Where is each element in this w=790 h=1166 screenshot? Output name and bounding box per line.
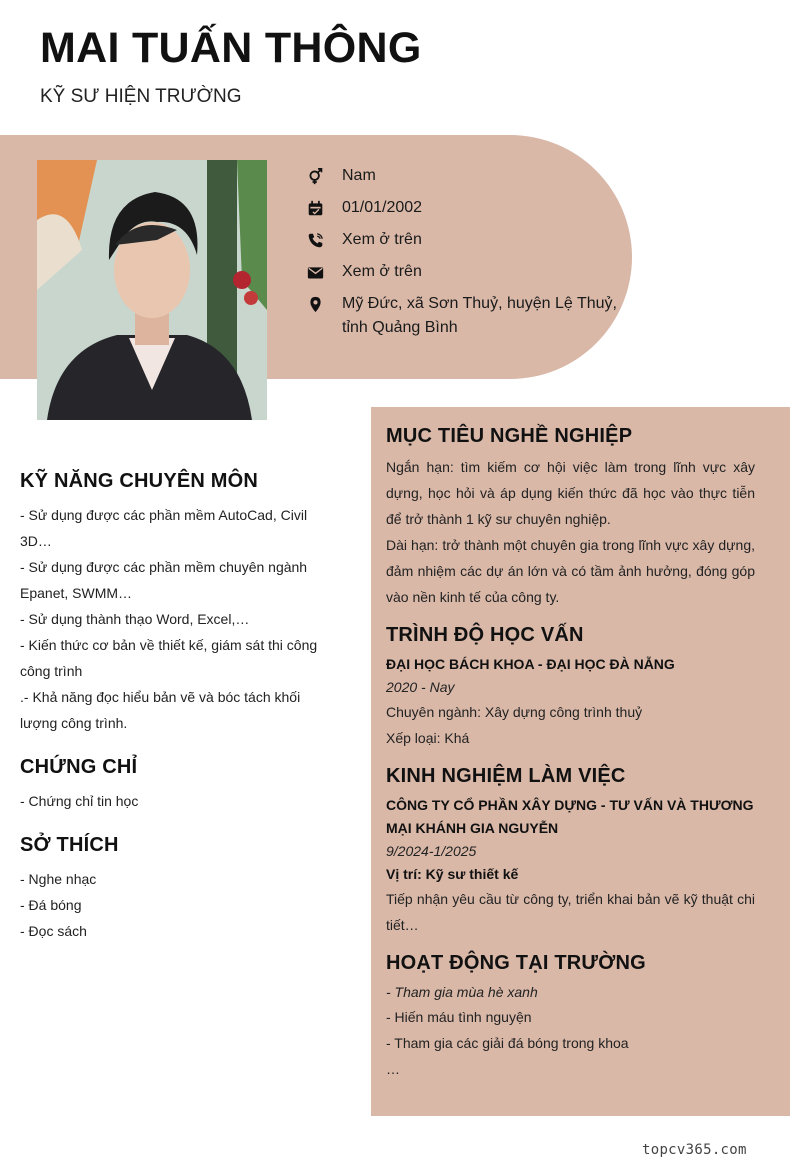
contact-phone-row xyxy=(307,228,637,252)
activity-item: … xyxy=(386,1061,400,1077)
activity-item: - Tham gia các giải đá bóng trong khoa xyxy=(386,1035,629,1051)
objective-heading: MỤC TIÊU NGHỀ NGHIỆP xyxy=(386,425,633,447)
location-pin-icon xyxy=(307,292,327,316)
skill-item: .- Khả năng đọc hiểu bản vẽ và bóc tách khối lượng công trình. xyxy=(20,689,301,731)
hobby-item: - Nghe nhạc xyxy=(20,871,97,887)
education-section xyxy=(386,624,755,751)
activity-item: - Hiến máu tình nguyện xyxy=(386,1009,532,1025)
certificates-section xyxy=(20,756,340,814)
objective-long-term: Dài hạn: trở thành một chuyên gia trong lĩnh vực xây dựng, đảm nhiệm các dự án lớn và có tầm ảnh hưởng, đóng góp vào nền kinh tế của công ty. xyxy=(386,537,755,605)
contact-info xyxy=(307,164,637,348)
gender-icon xyxy=(307,164,327,188)
contact-birthday-row xyxy=(307,196,637,220)
envelope-icon xyxy=(307,260,327,284)
right-column xyxy=(371,407,790,1116)
watermark: topcv365.com xyxy=(642,1142,747,1158)
job-title: KỸ SƯ HIỆN TRƯỜNG xyxy=(40,86,242,107)
left-column xyxy=(20,470,340,964)
skill-item: - Sử dụng được các phần mềm AutoCad, Civil 3D… xyxy=(20,507,308,549)
experience-company: CÔNG TY CỔ PHẦN XÂY DỰNG - TƯ VẤN VÀ THƯƠNG MẠI KHÁNH GIA NGUYỄN xyxy=(386,797,754,836)
phone-value: Xem ở trên xyxy=(342,231,422,248)
experience-section xyxy=(386,765,755,938)
education-school: ĐẠI HỌC BÁCH KHOA - ĐẠI HỌC ĐÀ NẴNG xyxy=(386,656,675,672)
experience-heading: KINH NGHIỆM LÀM VIỆC xyxy=(386,765,626,787)
address-value: Mỹ Đức, xã Sơn Thuỷ, huyện Lệ Thuỷ, tỉnh Quảng Bình xyxy=(342,295,617,336)
gender-value: Nam xyxy=(342,167,376,184)
calendar-icon xyxy=(307,196,327,220)
objective-short-term: Ngắn hạn: tìm kiếm cơ hội việc làm trong lĩnh vực xây dựng, học hỏi và áp dụng kiến thức đã học vào thực tiễn để trở thành 1 kỹ sư chuyên nghiệp. xyxy=(386,459,755,527)
skills-section xyxy=(20,470,340,736)
hobby-item: - Đọc sách xyxy=(20,923,87,939)
objective-section xyxy=(386,425,755,610)
skill-item: - Sử dụng thành thạo Word, Excel,… xyxy=(20,611,250,627)
education-heading: TRÌNH ĐỘ HỌC VẤN xyxy=(386,624,584,646)
experience-period: 9/2024-1/2025 xyxy=(386,843,477,859)
contact-gender-row xyxy=(307,164,637,188)
education-major: Chuyên ngành: Xây dựng công trình thuỷ xyxy=(386,704,643,720)
birthday-value: 01/01/2002 xyxy=(342,199,423,216)
contact-email-row xyxy=(307,260,637,284)
skill-item: - Sử dụng được các phần mềm chuyên ngành Epanet, SWMM… xyxy=(20,559,308,601)
skill-item: - Kiến thức cơ bản về thiết kế, giám sát thi công công trình xyxy=(20,637,318,679)
phone-icon xyxy=(307,228,327,252)
experience-description: Tiếp nhận yêu cầu từ công ty, triển khai bản vẽ kỹ thuật chi tiết… xyxy=(386,891,755,933)
certificate-item: - Chứng chỉ tin học xyxy=(20,793,139,809)
portrait-illustration xyxy=(37,160,267,420)
activities-heading: HOẠT ĐỘNG TẠI TRƯỜNG xyxy=(386,952,646,974)
hobbies-section xyxy=(20,834,340,944)
hobbies-heading: SỞ THÍCH xyxy=(20,834,119,856)
activities-section xyxy=(386,952,755,1082)
contact-address-row xyxy=(307,292,637,340)
certificates-heading: CHỨNG CHỈ xyxy=(20,756,138,778)
education-grade: Xếp loại: Khá xyxy=(386,730,470,746)
skills-heading: KỸ NĂNG CHUYÊN MÔN xyxy=(20,470,259,492)
education-period: 2020 - Nay xyxy=(386,679,455,695)
hobby-item: - Đá bóng xyxy=(20,897,82,913)
email-value: Xem ở trên xyxy=(342,263,422,280)
profile-photo xyxy=(37,160,267,420)
experience-position: Vị trí: Kỹ sư thiết kế xyxy=(386,866,519,882)
activity-item: - Tham gia mùa hè xanh xyxy=(386,984,538,1000)
candidate-name: MAI TUẤN THÔNG xyxy=(40,24,422,72)
